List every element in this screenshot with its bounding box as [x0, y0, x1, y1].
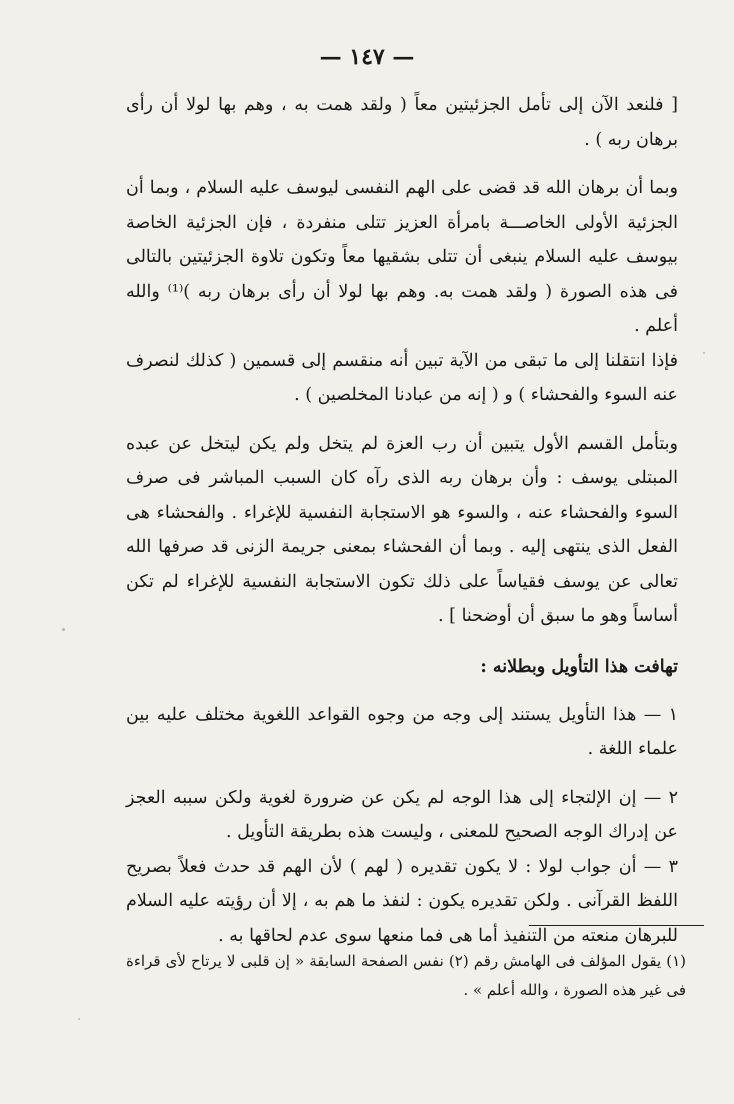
footnote-divider — [529, 925, 704, 926]
paper-speck — [78, 1018, 80, 1020]
point-3: ٣ — أن جواب لولا : لا يكون تقديره ( لهم ) لأن الهم قد حدث فعلاً بصريح اللفظ القرآنى . ولكن تقديره يكون : لنفذ ما هم به ، إلا أن رؤيته عليه السلام للبرهان منعته من التنفيذ أما هى فما منعها سوى عدم لحاقها به . — [126, 856, 678, 946]
page-number: — ١٤٧ — — [319, 44, 415, 70]
paragraph-2: وبما أن برهان الله قد قضى على الهم النفسى ليوسف عليه السلام ، وبما أن الجزئية الأولى الخاصـــة بامرأة العزيز تتلى منفردة ، فإن الجزئية الخاصة بيوسف عليه السلام ينبغى أن تتلى بشقيها معاً وتكون تلاوة الجزئيتين بالتالى فى هذه الصورة ( ولقد همت به. وهم بها لولا أن رأى برهان ربه )⁽¹⁾ والله أعلم . — [126, 178, 678, 336]
footnote: (١) يقول المؤلف فى الهامش رقم (٢) نفس الصفحة السابقة « إن قلبى لا يرتاح لأى قراءة فى غير هذه الصورة ، والله أعلم » . — [126, 952, 686, 999]
point-1: ١ — هذا التأويل يستند إلى وجه من وجوه القواعد اللغوية مختلف عليه بين علماء اللغة . — [126, 704, 678, 759]
point-2: ٢ — إن الإلتجاء إلى هذا الوجه لم يكن عن ضرورة لغوية ولكن سببه العجز عن إدراك الوجه الصحيح للمعنى ، وليست هذه بطريقة التأويل . — [126, 787, 678, 842]
paper-speck — [62, 628, 65, 631]
paragraph-3: فإذا انتقلنا إلى ما تبقى من الآية تبين أنه منقسم إلى قسمين ( كذلك لنصرف عنه السوء والفحشاء ) و ( إنه من عبادنا المخلصين ) . — [126, 350, 678, 405]
main-text — [126, 88, 678, 953]
paragraph-4: وبتأمل القسم الأول يتبين أن رب العزة لم يتخل ولم يكن ليتخل عن عبده المبتلى يوسف : وأن برهان ربه الذى رآه كان السبب المباشر فى صرف السوء والفحشاء عنه ، والسوء هو الاستجابة النفسية للإغراء . والفحشاء هى الفعل الذى ينتهى إليه . وبما أن الفحشاء بمعنى جريمة الزنى قد صرفها الله تعالى عن يوسف فقياساً على ذلك تكون الاستجابة النفسية للإغراء لم تكن أساساً وهو ما سبق أن أوضحنا ] . — [126, 433, 678, 626]
section-heading: تهافت هذا التأويل وبطلانه : — [480, 656, 678, 677]
paper-speck — [703, 352, 705, 354]
paragraph-1: [ فلنعد الآن إلى تأمل الجزئيتين معاً ( ولقد همت به ، وهم بها لولا أن رأى برهان ربه ) . — [126, 95, 678, 150]
